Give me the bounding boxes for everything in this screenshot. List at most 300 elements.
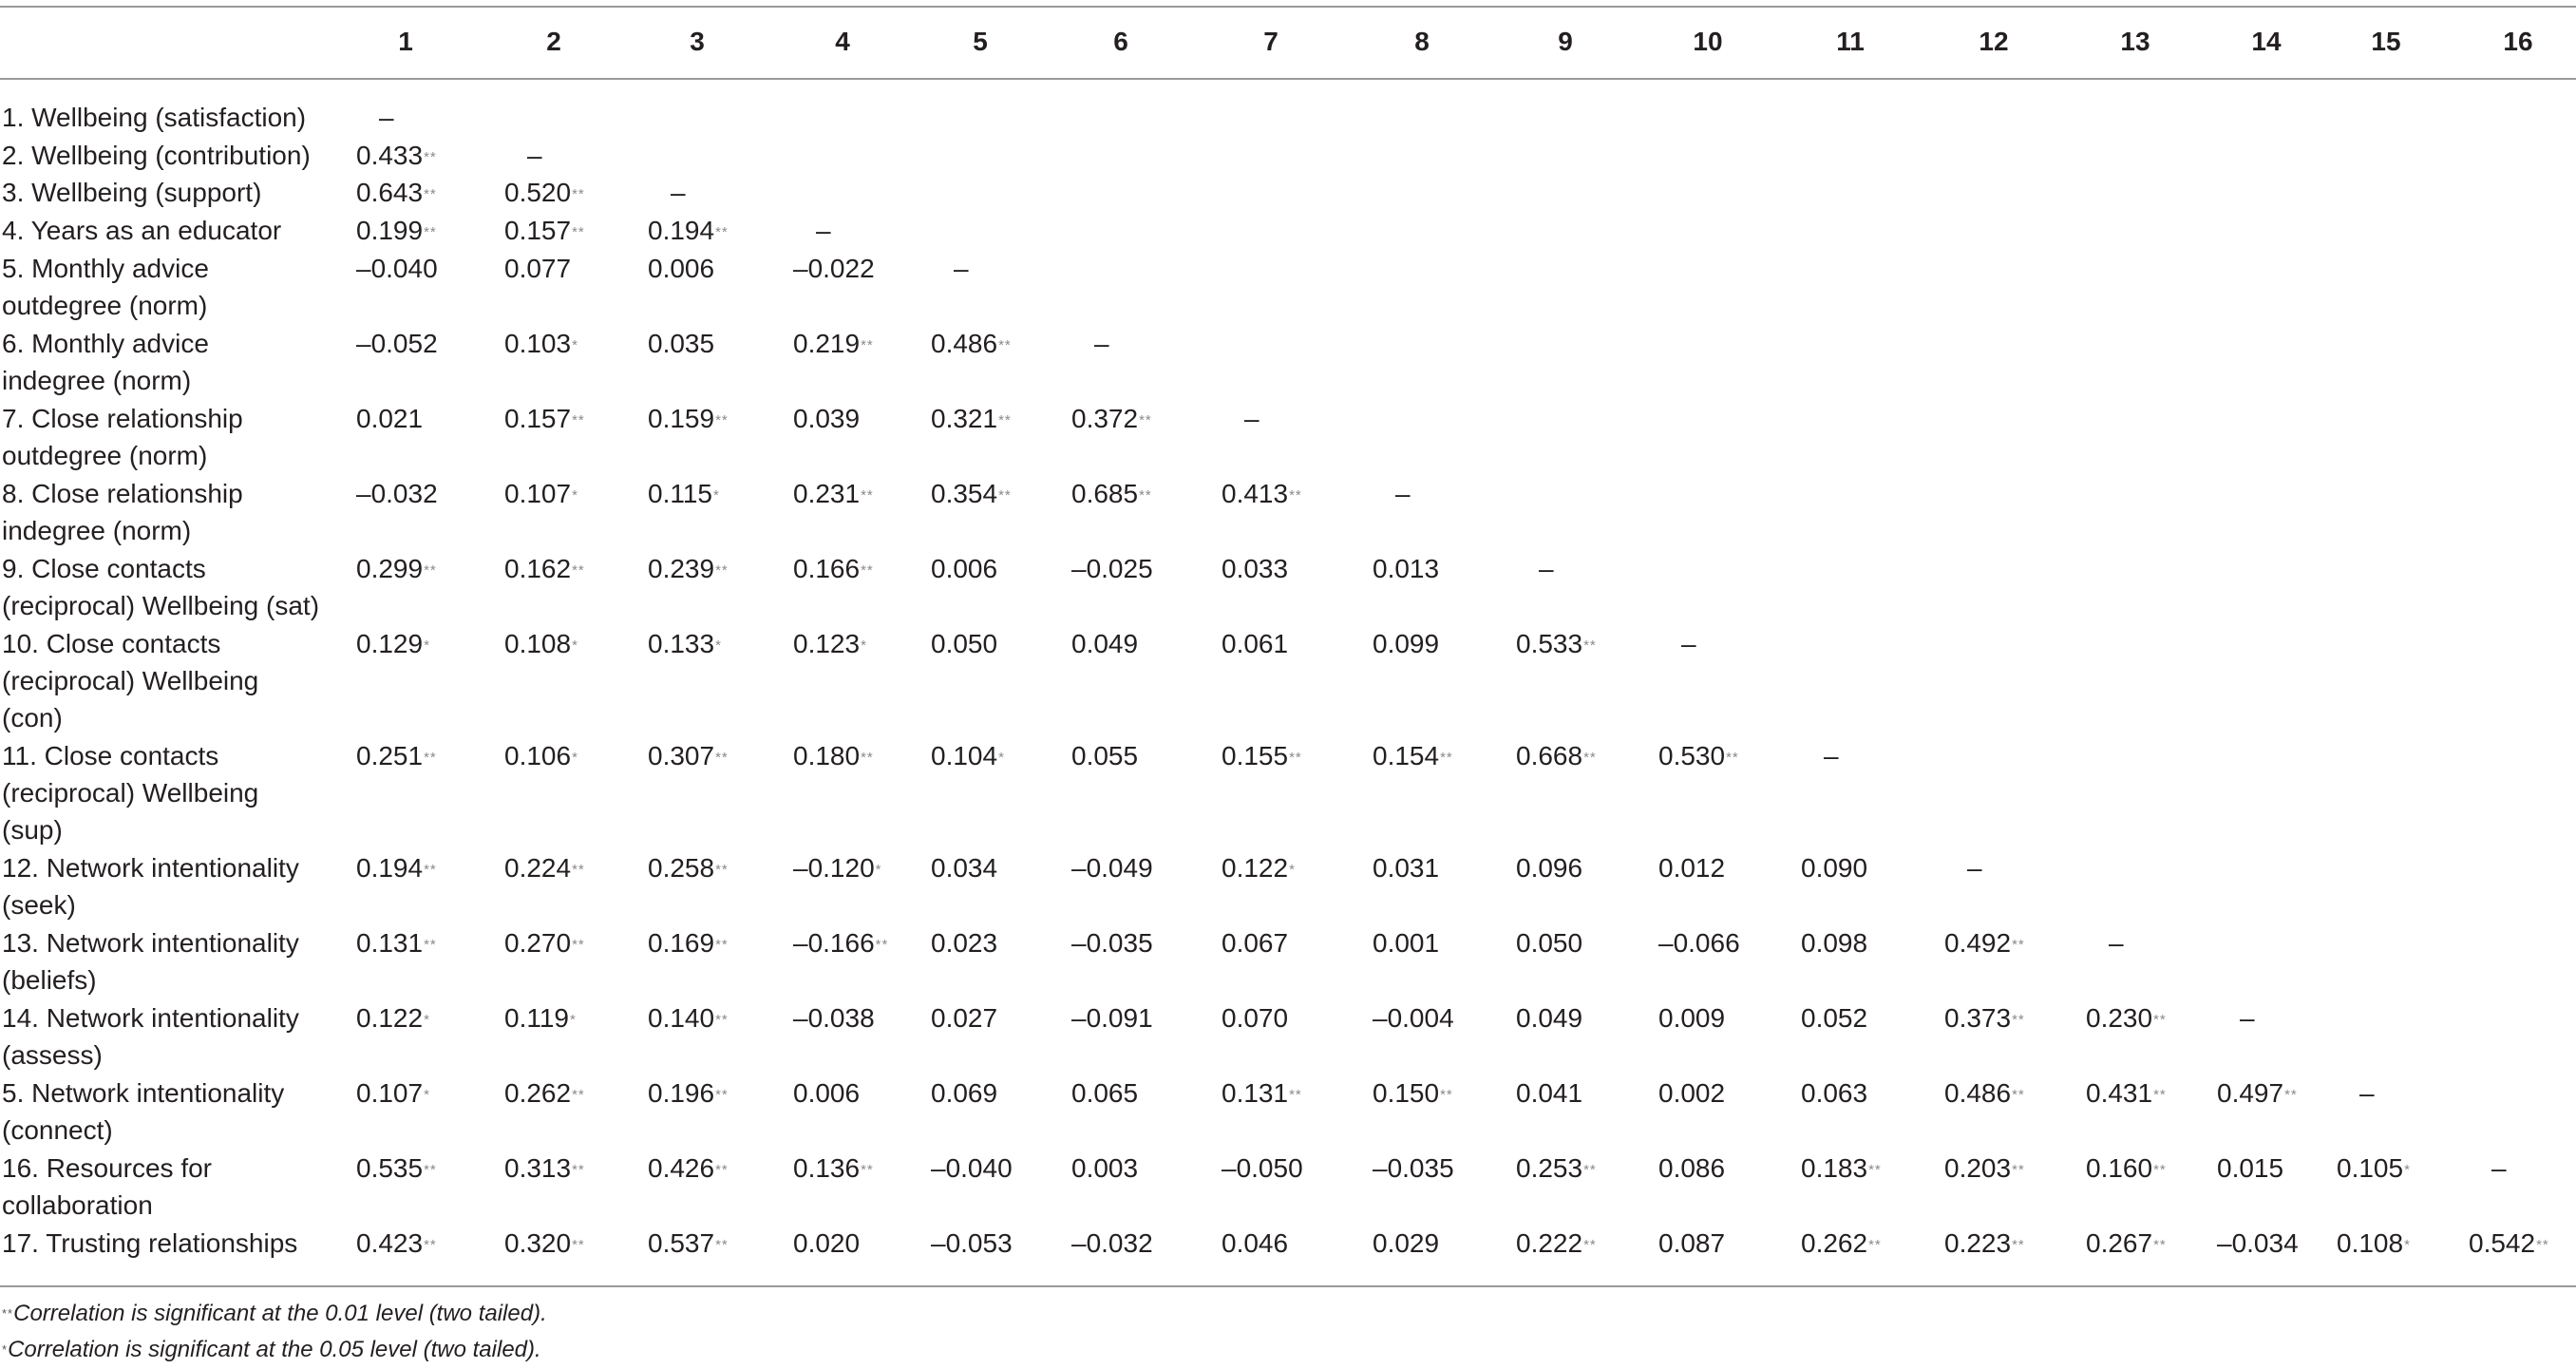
cell-value: 0.015 [2217,1153,2284,1183]
significance-mark: ** [2153,1012,2167,1028]
table-cell [1071,475,1152,512]
significance-mark: ** [424,562,437,579]
table-cell [793,475,874,512]
table-cell [356,250,438,287]
cell-value: 0.155 [1222,741,1289,770]
cell-value: 0.486 [1944,1078,2012,1108]
table-cell [356,325,438,362]
table-cell [504,849,585,886]
table-cell [504,400,585,437]
table-cell [793,250,875,287]
row-label: (reciprocal) Wellbeing [2,666,259,695]
table-cell [1222,1074,1302,1112]
cell-value: –0.166 [793,928,875,958]
row-label: (sup) [2,815,63,845]
table-cell [1071,849,1153,886]
table-cell [1244,400,1260,437]
cell-value: – [2359,1078,2375,1108]
table-cell [816,212,831,249]
table-cell [356,550,437,587]
cell-value: 0.320 [504,1228,572,1258]
table-cell [504,924,585,961]
row-label: 12. Network intentionality [2,853,299,883]
footnote-text: Correlation is significant at the 0.05 level (two tailed). [8,1337,541,1362]
cell-value: 0.133 [648,629,715,658]
table-cell [1516,999,1582,1036]
table-cell [1395,475,1411,512]
table-bottom-rule [0,1285,2576,1287]
cell-value: 0.023 [931,928,998,958]
significance-mark: ** [715,1012,729,1028]
table-cell [504,737,578,774]
table-cell [1516,737,1597,774]
table-cell [1944,1074,2025,1112]
table-cell [527,137,542,174]
significance-mark: * [861,637,867,654]
cell-value: 0.061 [1222,629,1289,658]
cell-value: 0.169 [648,928,715,958]
cell-value: 0.199 [356,216,424,245]
cell-value: 0.224 [504,853,572,883]
table-cell [931,1150,1013,1187]
cell-value: – [1244,404,1260,433]
cell-value: – [671,178,686,207]
significance-mark: ** [715,1162,729,1178]
footnote [2,1336,541,1364]
table-cell [1222,849,1296,886]
table-cell [2217,1150,2283,1187]
table-cell [931,737,1005,774]
significance-mark: ** [998,412,1012,428]
cell-value: 0.140 [648,1003,715,1033]
cell-value: 0.219 [793,329,861,358]
significance-mark: ** [1583,1162,1597,1178]
table-cell [931,400,1012,437]
significance-mark: ** [572,862,585,878]
cell-value: 0.160 [2086,1153,2153,1183]
table-cell [1071,550,1153,587]
cell-value: 0.530 [1658,741,1726,770]
cell-value: 0.162 [504,554,572,583]
cell-value: 0.223 [1944,1228,2012,1258]
cell-value: 0.307 [648,741,715,770]
cell-value: 0.267 [2086,1228,2153,1258]
row-label: 16. Resources for [2,1153,212,1183]
cell-value: 0.086 [1658,1153,1726,1183]
table-cell [648,250,714,287]
cell-value: 0.321 [931,404,998,433]
cell-value: 0.108 [504,629,572,658]
cell-value: 0.180 [793,741,861,770]
cell-value: 0.105 [2337,1153,2404,1183]
cell-value: 0.098 [1801,928,1868,958]
column-header: 5 [973,27,988,56]
row-label: 11. Close contacts [2,741,219,770]
significance-mark: ** [1868,1162,1882,1178]
table-cell [1801,924,1867,961]
table-cell [1071,999,1153,1036]
table-cell [1801,999,1867,1036]
column-header: 10 [1693,27,1723,56]
table-cell [931,1225,1013,1262]
table-cell [504,475,578,512]
table-cell [931,325,1012,362]
table-cell [2469,1225,2549,1262]
significance-mark: ** [861,750,874,766]
table-cell [2337,1150,2411,1187]
table-cell [2086,999,2167,1036]
cell-value: –0.035 [1071,928,1153,958]
row-label: 4. Years as an educator [2,216,282,245]
significance-mark: ** [572,224,585,240]
table-cell [1071,924,1153,961]
cell-value: 0.270 [504,928,572,958]
table-cell [793,1074,860,1112]
table-cell [1071,400,1152,437]
cell-value: 0.006 [793,1078,861,1108]
cell-value: –0.035 [1373,1153,1454,1183]
cell-value: 0.069 [931,1078,998,1108]
cell-value: –0.050 [1222,1153,1303,1183]
table-cell [2491,1150,2507,1187]
cell-value: 0.029 [1373,1228,1440,1258]
significance-mark: * [998,750,1005,766]
table-cell [379,99,394,136]
cell-value: 0.050 [1516,928,1583,958]
row-label: 5. Monthly advice [2,254,209,283]
table-cell [1373,924,1439,961]
row-label: indegree (norm) [2,516,192,545]
cell-value: 0.685 [1071,479,1139,508]
cell-value: 0.104 [931,741,998,770]
significance-mark: ** [715,1237,729,1253]
significance-mark: ** [1726,750,1739,766]
cell-value: 0.099 [1373,629,1440,658]
cell-value: 0.426 [648,1153,715,1183]
table-cell [356,137,437,174]
table-cell [1094,325,1109,362]
footnote-mark: * [2,1342,9,1357]
cell-value: 0.013 [1373,554,1440,583]
row-label: (connect) [2,1115,113,1145]
table-cell [356,174,437,211]
row-label: 9. Close contacts [2,554,206,583]
table-cell [793,924,888,961]
row-label: outdegree (norm) [2,441,208,470]
cell-value: – [954,254,969,283]
footnote-mark: ** [2,1306,14,1321]
significance-mark: ** [2153,1087,2167,1103]
cell-value: –0.066 [1658,928,1740,958]
cell-value: 0.035 [648,329,715,358]
cell-value: –0.032 [356,479,438,508]
table-cell [1222,625,1288,662]
cell-value: 0.103 [504,329,572,358]
cell-value: –0.049 [1071,853,1153,883]
cell-value: 0.049 [1071,629,1139,658]
cell-value: – [816,216,831,245]
cell-value: – [2240,1003,2255,1033]
cell-value: 0.006 [648,254,715,283]
row-label: (con) [2,703,63,732]
table-cell [931,550,997,587]
table-cell [1373,1150,1454,1187]
significance-mark: ** [715,937,729,953]
row-label: 3. Wellbeing (support) [2,178,262,207]
significance-mark: ** [424,1162,437,1178]
cell-value: –0.120 [793,853,875,883]
table-cell [356,924,437,961]
cell-value: 0.131 [1222,1078,1289,1108]
column-header: 2 [546,27,561,56]
significance-mark: * [713,487,720,504]
table-cell [1801,1225,1882,1262]
cell-value: 0.039 [793,404,861,433]
significance-mark: ** [572,1162,585,1178]
table-cell [1944,1225,2025,1262]
table-cell [648,849,729,886]
cell-value: 0.106 [504,741,572,770]
table-cell [793,1225,860,1262]
significance-mark: ** [424,937,437,953]
cell-value: – [527,141,542,170]
cell-value: – [2491,1153,2507,1183]
table-cell [648,999,729,1036]
table-cell [1373,625,1439,662]
table-cell [931,849,997,886]
table-cell [1944,999,2025,1036]
table-cell [504,174,585,211]
significance-mark: * [2404,1162,2411,1178]
table-cell [2109,924,2124,961]
cell-value: 0.046 [1222,1228,1289,1258]
significance-mark: ** [424,750,437,766]
significance-mark: ** [1139,412,1152,428]
significance-mark: * [424,1087,430,1103]
cell-value: 0.313 [504,1153,572,1183]
row-label: (assess) [2,1040,103,1070]
cell-value: 0.373 [1944,1003,2012,1033]
cell-value: – [1681,629,1696,658]
table-cell [2217,1225,2299,1262]
table-cell [2086,1074,2167,1112]
significance-mark: * [2404,1237,2411,1253]
cell-value: 0.497 [2217,1078,2284,1108]
table-cell [356,212,437,249]
row-label: (reciprocal) Wellbeing [2,778,259,808]
cell-value: 0.535 [356,1153,424,1183]
significance-mark: * [572,337,578,353]
row-label: outdegree (norm) [2,291,208,320]
row-label: 8. Close relationship [2,479,243,508]
cell-value: 0.096 [1516,853,1583,883]
table-cell [1681,625,1696,662]
table-cell [504,550,585,587]
significance-mark: ** [2153,1162,2167,1178]
column-header: 14 [2251,27,2282,56]
significance-mark: ** [1289,487,1302,504]
significance-mark: ** [1583,1237,1597,1253]
cell-value: 0.077 [504,254,572,283]
table-cell [356,849,437,886]
footnote [2,1300,547,1328]
table-cell [2240,999,2255,1036]
cell-value: 0.031 [1373,853,1440,883]
significance-mark: ** [1139,487,1152,504]
table-cell [1658,1225,1725,1262]
cell-value: 0.090 [1801,853,1868,883]
cell-value: 0.154 [1373,741,1440,770]
table-cell [648,325,714,362]
significance-mark: ** [2012,1162,2025,1178]
cell-value: 0.542 [2469,1228,2536,1258]
significance-mark: ** [2012,937,2025,953]
table-cell [1658,1074,1725,1112]
table-cell [648,1074,729,1112]
table-cell [1801,1150,1882,1187]
table-cell [1516,1150,1597,1187]
cell-value: – [379,103,394,132]
cell-value: 0.020 [793,1228,861,1258]
significance-mark: ** [572,1087,585,1103]
table-cell [356,625,430,662]
significance-mark: ** [861,487,874,504]
cell-value: –0.034 [2217,1228,2299,1258]
significance-mark: * [572,750,578,766]
table-cell [2359,1074,2375,1112]
table-cell [1658,737,1739,774]
table-cell [931,625,997,662]
cell-value: 0.033 [1222,554,1289,583]
cell-value: 0.052 [1801,1003,1868,1033]
table-cell [1222,550,1288,587]
cell-value: 0.486 [931,329,998,358]
significance-mark: ** [715,224,729,240]
table-cell [1658,924,1740,961]
table-cell [1373,737,1453,774]
table-cell [793,737,874,774]
cell-value: 0.253 [1516,1153,1583,1183]
significance-mark: ** [2012,1012,2025,1028]
cell-value: 0.230 [2086,1003,2153,1033]
cell-value: 0.067 [1222,928,1289,958]
significance-mark: ** [715,750,729,766]
cell-value: 0.231 [793,479,861,508]
row-label: 14. Network intentionality [2,1003,299,1033]
table-cell [931,1074,997,1112]
table-cell [1967,849,1982,886]
table-cell [954,250,969,287]
table-cell [793,625,867,662]
table-cell [356,1225,437,1262]
cell-value: 0.222 [1516,1228,1583,1258]
cell-value: 0.129 [356,629,424,658]
cell-value: –0.032 [1071,1228,1153,1258]
significance-mark: ** [715,862,729,878]
cell-value: –0.040 [931,1153,1013,1183]
significance-mark: ** [715,412,729,428]
table-cell [1373,999,1454,1036]
table-cell [1071,1074,1138,1112]
significance-mark: ** [1583,637,1597,654]
cell-value: 0.537 [648,1228,715,1258]
significance-mark: ** [1289,750,1302,766]
row-label: (seek) [2,890,76,920]
table-cell [2086,1150,2167,1187]
cell-value: 0.050 [931,629,998,658]
cell-value: 0.063 [1801,1078,1868,1108]
significance-mark: ** [2284,1087,2298,1103]
cell-value: –0.025 [1071,554,1153,583]
table-cell [356,400,423,437]
cell-value: 0.041 [1516,1078,1583,1108]
row-label: indegree (norm) [2,366,192,395]
table-cell [671,174,686,211]
column-header: 7 [1263,27,1279,56]
table-cell [1944,924,2025,961]
cell-value: –0.091 [1071,1003,1153,1033]
table-cell [793,999,875,1036]
table-cell [1071,1225,1153,1262]
cell-value: – [1967,853,1982,883]
table-cell [504,999,577,1036]
significance-mark: ** [572,562,585,579]
significance-mark: ** [424,1237,437,1253]
significance-mark: ** [424,186,437,202]
significance-mark: ** [861,337,874,353]
cell-value: 0.258 [648,853,715,883]
cell-value: 0.055 [1071,741,1139,770]
table-cell [648,550,729,587]
table-cell [648,625,722,662]
table-cell [1222,999,1288,1036]
table-cell [1516,1074,1582,1112]
significance-mark: * [875,862,882,878]
table-cell [648,737,729,774]
cell-value: –0.038 [793,1003,875,1033]
table-cell [1658,999,1725,1036]
significance-mark: ** [424,862,437,878]
cell-value: – [1094,329,1109,358]
table-cell [356,1150,437,1187]
significance-mark: ** [572,186,585,202]
table-cell [1222,737,1302,774]
table-cell [1373,1225,1439,1262]
table-cell [648,475,720,512]
cell-value: 0.027 [931,1003,998,1033]
table-cell [504,325,578,362]
table-cell [504,1074,585,1112]
cell-value: 0.119 [504,1003,569,1033]
table-cell [1071,1150,1138,1187]
cell-value: 0.354 [931,479,998,508]
table-cell [356,1074,430,1112]
cell-value: 0.157 [504,404,572,433]
cell-value: 0.108 [2337,1228,2404,1258]
cell-value: 0.065 [1071,1078,1139,1108]
footnote-text: Correlation is significant at the 0.01 level (two tailed). [13,1301,547,1326]
cell-value: 0.492 [1944,928,2012,958]
table-cell [356,999,430,1036]
significance-mark: ** [715,1087,729,1103]
column-header: 12 [1979,27,2009,56]
cell-value: 0.413 [1222,479,1289,508]
column-header: 4 [835,27,850,56]
cell-value: 0.150 [1373,1078,1440,1108]
cell-value: 0.520 [504,178,572,207]
table-cell [793,1150,874,1187]
significance-mark: ** [715,562,729,579]
